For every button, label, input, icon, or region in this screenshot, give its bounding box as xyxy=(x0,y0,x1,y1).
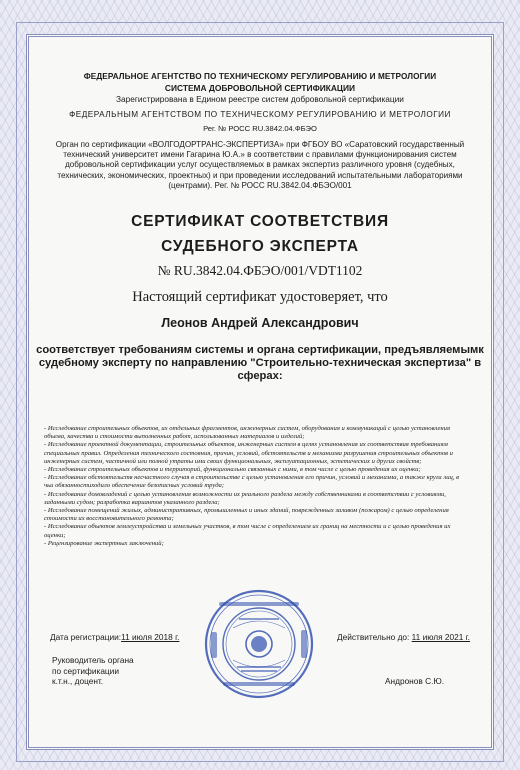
registration-number: Рег. № РОСС RU.3842.04.ФБЭО xyxy=(203,124,317,133)
requirements-text: соответствует требованиям системы и органа сертификации, предъявляемымк судебному эксперту по направлению "Строительно-техническая экспертиза" в сферах: xyxy=(36,344,484,383)
registration-date-value: 11 июля 2018 г. xyxy=(121,632,180,642)
certificate-content xyxy=(36,72,484,383)
organ-head-line1: Руководитель органа xyxy=(52,655,134,665)
list-item: - Рецензирование экспертных заключений; xyxy=(44,539,164,547)
list-item: - Исследование объектов землеустройства и земельных участков, в том числе с определением их границ на местности и с целью проведения их оценки; xyxy=(44,523,451,539)
list-item: - Исследование строительных объектов, их отдельных фрагментов, инженерных систем, оборудования и коммуникаций с целью установления объема, качества и стоимости выполненных работ, использованных материалов и изделий; xyxy=(44,425,451,441)
certification-organ-text: Орган по сертификации «ВОЛГОДОРТРАНС-ЭКСПЕРТИЗА» при ФГБОУ ВО «Саратовский государственный технический университет имени Гагарина Ю.А.» в соответствии с правилами функционирования систем добровольной сертификации услуг осуществляемых в рамках экспертиз различного уровня (судебных, технических, экономических, проектных) и при проведении исследований испытательными лабораториями (центрами). Рег. № РОСС RU.3842.04.ФБЭО/001 xyxy=(55,140,465,190)
agency-name: ФЕДЕРАЛЬНОЕ АГЕНТСТВО ПО ТЕХНИЧЕСКОМУ РЕГУЛИРОВАНИЮ И МЕТРОЛОГИИ xyxy=(83,72,437,81)
valid-until-label: Действительно до: xyxy=(337,632,410,642)
organ-head-line2: по сертификации xyxy=(52,665,119,676)
registration-date-label: Дата регистрации: xyxy=(50,632,122,642)
valid-until-date xyxy=(337,632,470,642)
agency-name-secondary: ФЕДЕРАЛЬНЫМ АГЕНТСТВОМ ПО ТЕХНИЧЕСКОМУ РЕГУЛИРОВАНИЮ И МЕТРОЛОГИИ xyxy=(69,110,451,119)
list-item: - Исследование строительных объектов и территорий, функционально связанных с ними, в том числе с целью проведения их оценки; xyxy=(44,466,421,474)
list-item: - Исследование домовладений с целью установления возможности их реального раздела между собственниками в соответствии с условиями, заданными судом; разработка вариантов указанного раздела; xyxy=(44,490,446,506)
system-name: СИСТЕМА ДОБРОВОЛЬНОЙ СЕРТИФИКАЦИИ xyxy=(164,83,356,93)
list-item: - Исследование проектной документации, строительных объектов, инженерных систем в целях установления их соответствия требованиям специальных правил. Определения технического состояния, причин, условий, обстоятельств и механизма разрушения строительных объектов и инженерных систем, частичной или полной утраты ими своих функциональных, эксплуатационных, эстетических и других свойств; xyxy=(44,441,453,465)
certificate-title-line2: СУДЕБНОГО ЭКСПЕРТА xyxy=(161,238,359,256)
signer-name: Андронов С.Ю. xyxy=(385,676,445,686)
list-item: - Исследование помещений жилых, административных, промышленных и иных зданий, поврежденных заливом (пожаром) с целью определения стоимости их восстановительного ремонта; xyxy=(44,507,449,523)
expertise-spheres-list xyxy=(44,425,468,548)
organ-head-line3: к.т.н., доцент. xyxy=(52,676,104,686)
certificate-title-line1: СЕРТИФИКАТ СООТВЕТСТВИЯ xyxy=(131,213,389,231)
registered-text: Зарегистрирована в Едином реестре систем добровольной сертификации xyxy=(116,94,404,104)
certificate-number: № RU.3842.04.ФБЭО/001/VDT1102 xyxy=(157,263,363,279)
organ-head-block xyxy=(52,655,134,687)
list-item: - Исследование обстоятельств несчастного случая в строительстве с целью установления его причин, условий и механизма, а также круга лиц, в чьи обязанностиходило обеспечение безопасных условий труда; xyxy=(44,474,459,490)
expert-name: Леонов Андрей Александрович xyxy=(161,316,359,331)
certifies-text: Настоящий сертификат удостоверяет, что xyxy=(132,289,388,306)
certification-stamp-seal xyxy=(203,588,315,700)
registration-date xyxy=(50,632,179,642)
valid-until-value: 11 июля 2021 г. xyxy=(411,632,470,642)
